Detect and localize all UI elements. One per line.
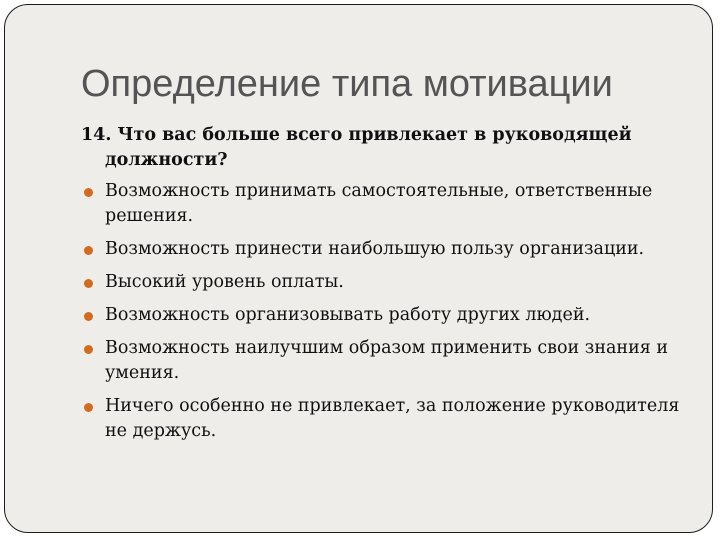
bullet-icon — [84, 345, 93, 354]
bullet-icon — [84, 246, 93, 255]
bullet-icon — [84, 312, 93, 321]
list-item — [81, 336, 701, 386]
option-text: Возможность организовывать работу других людей. — [105, 305, 591, 325]
option-text: Высокий уровень оплаты. — [105, 272, 344, 292]
option-text: Возможность принести наибольшую пользу организации. — [105, 239, 645, 259]
list-item — [81, 179, 701, 229]
option-text: Ничего особенно не привлекает, за положение руководителя не держусь. — [105, 396, 680, 441]
option-text: Возможность принимать самостоятельные, ответственные решения. — [105, 181, 653, 226]
option-text: Возможность наилучшим образом применить свои знания и умения. — [105, 338, 669, 383]
slide — [4, 4, 713, 533]
slide-title: Определение типа мотивации — [81, 63, 613, 105]
bullet-icon — [84, 188, 93, 197]
slide-content — [81, 123, 701, 452]
list-item — [81, 394, 701, 444]
bullet-icon — [84, 403, 93, 412]
options-list — [81, 179, 701, 444]
list-item — [81, 237, 701, 262]
bullet-icon — [84, 279, 93, 288]
list-item — [81, 270, 701, 295]
list-item — [81, 303, 701, 328]
question-text: 14. Что вас больше всего привлекает в руководящей должности? — [81, 125, 632, 170]
